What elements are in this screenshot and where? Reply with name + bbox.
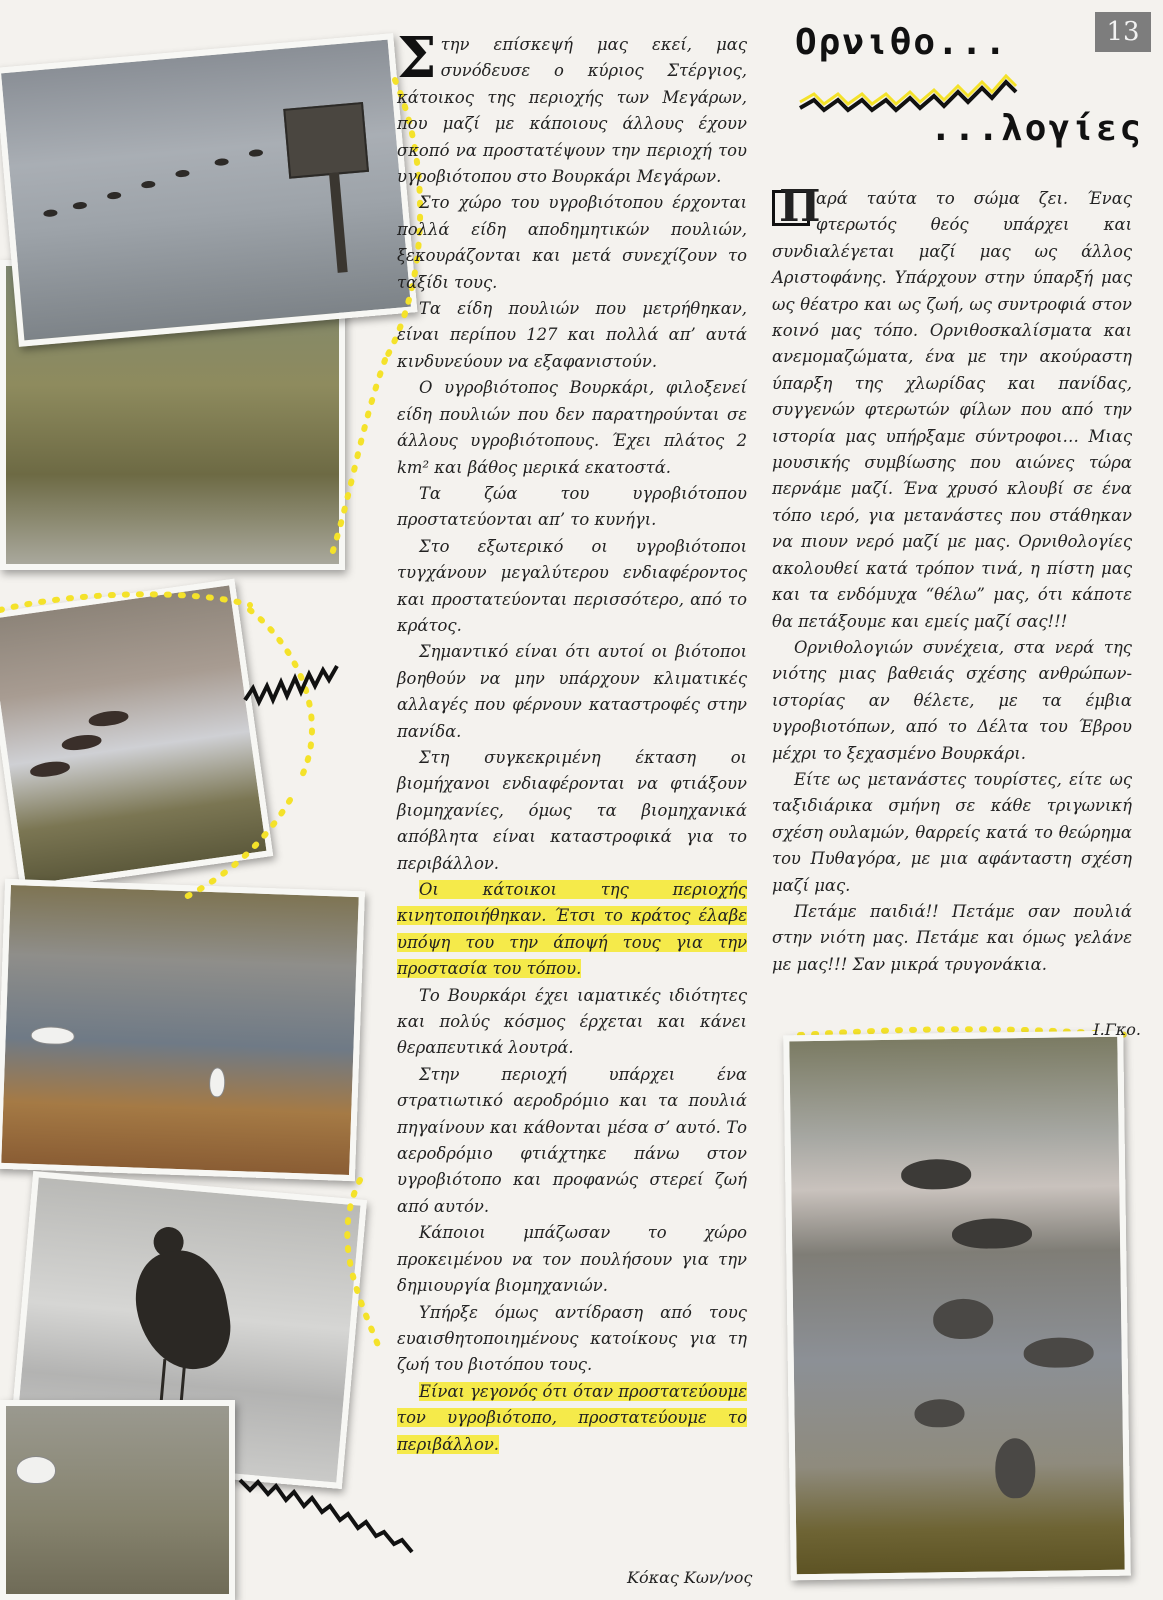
paragraph: Κάποιοι μπάζωσαν το χώρο προκειμένου να τον πουλήσουν για την δημιουργία βιομηχανιών. [397,1223,747,1296]
paragraph: Σημαντικό είναι ότι αυτοί οι βιότοποι βοηθούν να μην υπάρχουν κλιματικές αλλαγές που φέρνουν καταστροφές στην πανίδα. [397,642,747,741]
paragraph: Τα είδη πουλιών που μετρήθηκαν, είναι περίπου 127 και πολλά απ’ αυτά κινδυνεύουν να εξαφανιστούν. [397,299,747,371]
page-number: 13 [1095,12,1151,52]
title-line2: ...λογίες [930,108,1144,149]
highlighted-paragraph [397,1379,747,1458]
paragraph: Ο υγροβιότοπος Βουρκάρι, φιλοξενεί είδη πουλιών που δεν παρατηρούνται σε άλλους υγροβιότοπους. Έχει πλάτος 2 km² και βάθος μερικά εκατοστά. [397,378,747,477]
paragraph: Υπήρξε όμως αντίδραση από τους ευαισθητοποιημένους κατοίκους για τη ζωή του βιοτόπου τους. [397,1302,747,1375]
dropcap: Σ [397,25,437,91]
dropcap [772,181,821,232]
author-signature-right: Ι.Γκο. [1093,1020,1141,1039]
heron [933,1298,994,1339]
heron [995,1438,1036,1499]
paragraph [772,181,1132,635]
paragraph: Τα ζώα του υγροβιότοπου προστατεύονται απ’ το κυνήγι. [397,483,747,530]
author-signature-middle: Κόκας Κων/νος [627,1568,753,1587]
paragraph: Στη συγκεκριμένη έκταση οι βιομήχανοι ενδιαφέρονται να φτιάξουν βιομηχανίες, όμως τα βιομηχανικά απόβλητα είναι καταστροφικά για το περιβάλλον. [397,747,747,873]
paragraph: Στο χώρο του υγροβιότοπου έρχονται πολλά είδη αποδημητικών πουλιών, ξεκουράζονται και μετά συνεχίζουν το ταξίδι τους. [397,193,747,292]
paragraph: Στο εξωτερικό οι υγροβιότοποι τυγχάνουν μεγαλύτερου ενδιαφέροντος και προστατεύονται περισσότερο, από το κράτος. [397,536,747,635]
paragraph [397,25,747,190]
title-line1: Ορνιθο... [795,22,1009,63]
paragraph: Πετάμε παιδιά!! Πετάμε σαν πουλιά στην νιότη μας. Πετάμε και όμως γελάνε με μας!!! Σαν μικρά τρυγονάκια. [772,901,1132,974]
article-right-column [772,181,1132,978]
heron [901,1159,971,1190]
highlight-text: Οι κάτοικοι της περιοχής κινητοποιήθηκαν. Έτσι το κράτος έλαβε υπόψη του την άποψή τους για την προστασία του τόπου. [397,880,747,979]
article-middle-column [397,25,747,1458]
highlighted-paragraph [397,877,747,983]
dropcap-letter: Π [779,181,821,232]
paragraph: Το Βουρκάρι έχει ιαματικές ιδιότητες και πολύς κόσμος έρχεται και κάνει θεραπευτικά λουτρά. [397,985,747,1058]
heron [914,1399,964,1428]
paragraph-text: αρά ταύτα το σώμα ζει. Ένας φτερωτός θεός υπάρχει και συνδιαλέγεται μαζί μας ως άλλος Αριστοφάνης. Υπάρχουν στην ύπαρξή μας ως θέατρο και ως ζωή, ως συντροφιά στον κοινό μας τόπο. Ορνιθοσκαλίσματα και ανεμομαζώματα, ένα με την ακούραστη ύπαρξη της χλωρίδας και πανίδας, συγγενών φτερωτών φίλων που από την ιστορία μας υπήρξαμε σύντροφοι… Μιας μουσικής συμβίωσης που αιώνες τώρα περνάμε μαζί. Ένα χρυσό κλουβί σε ένα τόπο ιερό, για μετανάστες που στάθηκαν να πιουν νερό μαζί με μας. Ορνιθολογίες ακολουθεί κατά τρόπον τινά, η πίστη μας και τα ενδόμυχα “θέλω” μας, ότι κάποτε θα πετάξουμε και εμείς μαζί σας!!! [772,189,1132,631]
paragraph: Στην περιοχή υπάρχει ένα στρατιωτικό αεροδρόμιο και τα πουλιά πηγαίνουν και κάθονται μέσα σ’ αυτό. Το αεροδρόμιο φτιάχτηκε πάνω στον υγροβιότοπο και προφανώς στερεί ζωή από αυτόν. [397,1064,747,1216]
highlight-text: Είναι γεγονός ότι όταν προστατεύουμε τον υγροβιότοπο, προστατεύουμε το περιβάλλον. [397,1381,747,1454]
paragraph-text: την επίσκεψή μας εκεί, μας συνόδευσε ο κύριος Στέργιος, κάτοικος της περιοχής των Μεγάρων, που μαζί με κάποιους άλλους έχουν σκοπό να προστατέψουν την περιοχή του υγροβιότοπου στο Βουρκάρι Μεγάρων. [397,35,747,187]
paragraph: Είτε ως μετανάστες τουρίστες, είτε ως ταξιδιάρικα σμήνη σε κάθε τριγωνική σχέση ουλαμών, θαρρείς κατά το θεώρημα του Πυθαγόρα, με μια αφάνταστη σχέση μαζί μας. [772,769,1132,895]
heron [1023,1337,1093,1368]
paragraph: Ορνιθολογιών συνέχεια, στα νερά της νιότης μιας βαθειάς σχέσης ανθρώπων-ιστορίας αν θέλετε, με τα έμβια υγροβιοτόπων, από το Δέλτα του Έβρου μέχρι το ξεχασμένο Βουρκάρι. [772,637,1132,763]
heron [952,1218,1032,1249]
photo-herons [783,1031,1131,1581]
